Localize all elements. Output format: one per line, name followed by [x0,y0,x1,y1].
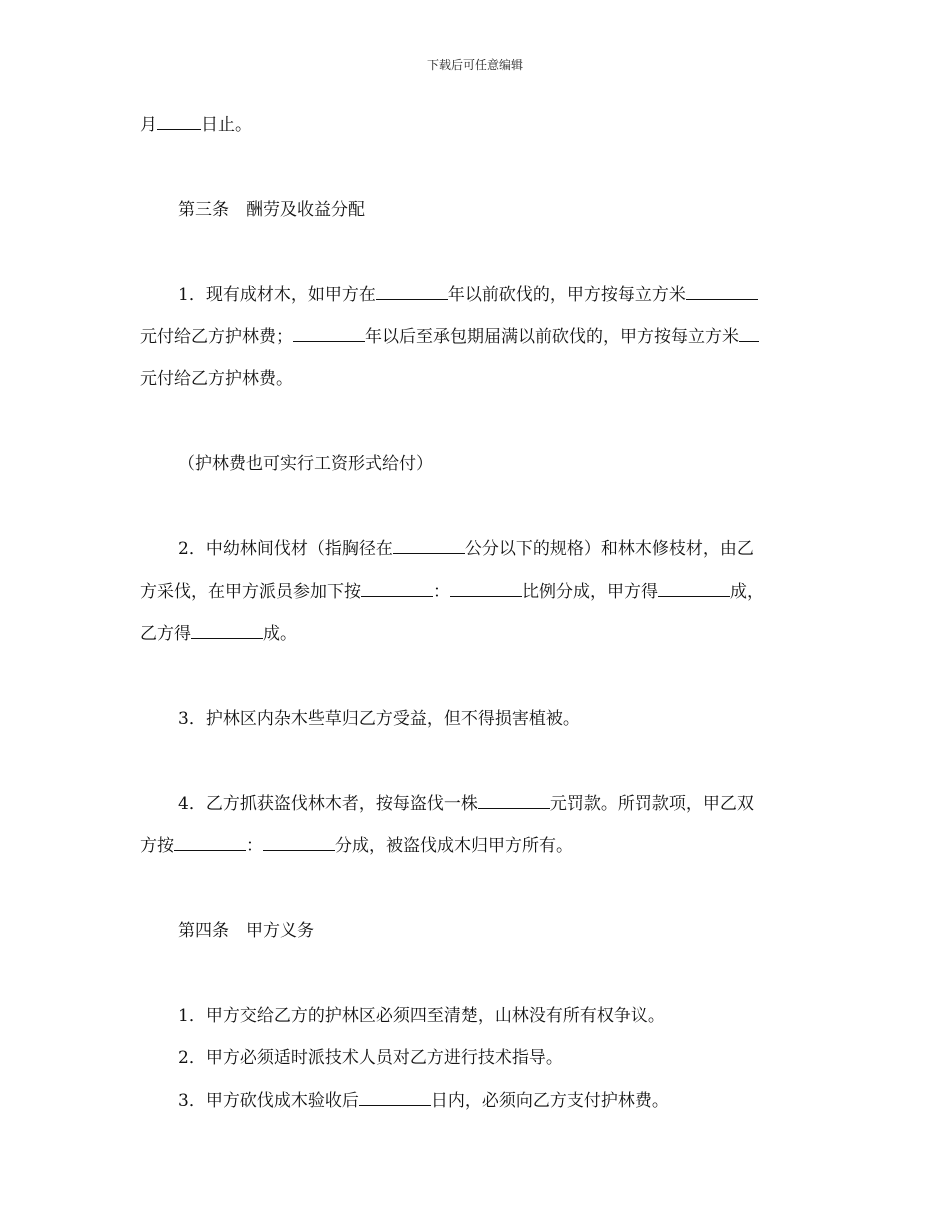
item-1-line-1 [178,283,818,307]
text: 分成，被盗伐成木归甲方所有。 [335,836,573,856]
text: 元付给乙方护林费。 [140,369,293,389]
obligation-2 [178,1046,818,1070]
text: 乙方得 [140,624,191,644]
obligation-3 [178,1089,818,1113]
text: 公分以下的规格）和林木修枝材，由乙 [464,539,754,559]
text: 年以后至承包期届满以前砍伐的，甲方按每立方米 [365,327,739,347]
text: 日止。 [201,115,252,135]
text: 2．中幼林间伐材（指胸径在 [178,539,393,559]
clause-end-date-line [140,113,820,137]
article-4-heading [178,919,818,943]
article-number: 第三条 [178,200,229,220]
item-1-line-2 [140,325,820,349]
text: 比例分成，甲方得 [522,582,658,602]
text: 方按 [140,836,174,856]
text: 元付给乙方护林费； [140,327,293,347]
blank-field [359,1089,431,1106]
text: ： [246,836,263,856]
blank-field [157,113,201,130]
text: （护林费也可实行工资形式给付） [178,454,433,474]
article-title: 甲方义务 [246,921,314,941]
text: 4．乙方抓获盗伐林木者，按每盗伐一株 [178,794,478,814]
text: 3．甲方砍伐成木验收后 [178,1091,359,1111]
text: 3．护林区内杂木些草归乙方受益，但不得损害植被。 [178,709,580,729]
blank-field [361,580,433,597]
blank-field [174,834,246,851]
item-1-line-3 [140,367,820,391]
text: 成， [730,582,764,602]
text: 日内，必须向乙方支付护林费。 [430,1091,669,1111]
text: 1．甲方交给乙方的护林区必须四至清楚，山林没有所有权争议。 [178,1006,665,1026]
fee-note [178,452,818,476]
blank-field [393,537,465,554]
obligation-1 [178,1004,818,1028]
item-2-line-2 [140,580,820,604]
item-3 [178,707,818,731]
text: 月 [140,115,157,135]
blank-field [191,622,263,639]
article-number: 第四条 [178,921,229,941]
item-2-line-3 [140,622,820,646]
text: 成。 [263,624,297,644]
blank-field [293,325,365,342]
blank-field [263,834,335,851]
article-3-heading [178,198,818,222]
page-header: 下载后可任意编辑 [426,58,523,72]
text: 方采伐，在甲方派员参加下按 [140,582,361,602]
article-title: 酬劳及收益分配 [246,200,365,220]
item-2-line-1 [178,537,818,561]
text: 1．现有成材木，如甲方在 [178,285,376,305]
text: 元罚款。所罚款项，甲乙双 [549,794,754,814]
blank-field [450,580,522,597]
text: ： [433,582,450,602]
item-4-line-2 [140,834,820,858]
text: 年以前砍伐的，甲方按每立方米 [447,285,686,305]
blank-field [478,792,550,809]
blank-field [376,283,448,300]
blank-field [739,325,759,342]
item-4-line-1 [178,792,818,816]
text: 2．甲方必须适时派技术人员对乙方进行技术指导。 [178,1048,563,1068]
blank-field [686,283,758,300]
blank-field [658,580,730,597]
